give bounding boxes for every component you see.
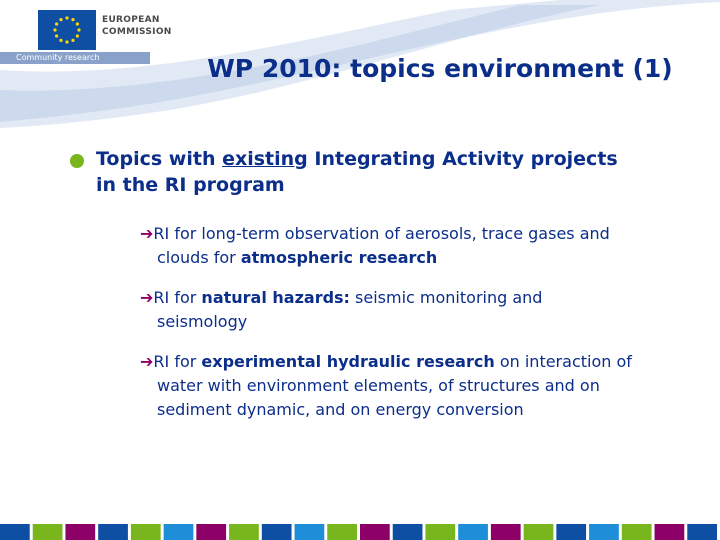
bottom-bar-segment [196, 524, 226, 540]
bottom-bar-segment [524, 524, 554, 540]
logo-text [102, 14, 172, 38]
sub-bullet-3-e: sediment dynamic, and on energy conversion [157, 400, 524, 419]
logo-strip-text: Community research [16, 53, 100, 62]
eu-star [77, 28, 80, 31]
bottom-bar-segment [556, 524, 586, 540]
eu-flag [38, 10, 96, 50]
bottom-bar-segment [164, 524, 194, 540]
bottom-bar-segment [425, 524, 455, 540]
bottom-bar-segment [687, 524, 717, 540]
sub-bullet-3-b: experimental hydraulic research [201, 352, 495, 371]
main-bullet-underlined: existing [222, 148, 308, 170]
main-bullet-part1: Topics with [96, 148, 223, 170]
sub-bullet-1-b: clouds for [157, 248, 241, 267]
sub-bullet-1 [140, 222, 700, 270]
bottom-bar-segment [131, 524, 161, 540]
sub-bullet-1-a: RI for long-term observation of aerosols, trace gases and [153, 224, 610, 243]
main-bullet-part2: Integrating Activity projects [307, 148, 618, 170]
bottom-bar-segment [0, 524, 30, 540]
bottom-bar-segment [360, 524, 390, 540]
bottom-bar-segment [295, 524, 325, 540]
bottom-bar-segment [33, 524, 63, 540]
main-bullet-text [96, 146, 696, 198]
eu-star [71, 39, 74, 42]
bullet-dot [70, 154, 84, 168]
slide-title: WP 2010: topics environment (1) [207, 54, 673, 83]
bottom-bar-segment [229, 524, 259, 540]
bottom-color-bar [0, 524, 720, 540]
bottom-bar-segment [589, 524, 619, 540]
eu-star [59, 39, 62, 42]
bottom-bar-segment [491, 524, 521, 540]
eu-star [55, 34, 58, 37]
sub-bullet-2-d: seismology [157, 312, 248, 331]
eu-star [59, 18, 62, 21]
bottom-bar-segment [98, 524, 128, 540]
logo-line-european: EUROPEAN [102, 15, 160, 25]
header-band [0, 0, 720, 130]
arrow-icon: ➔ [140, 288, 154, 307]
eu-stars-icon [38, 10, 96, 50]
sub-bullet-3-a: RI for [153, 352, 202, 371]
bottom-bar-segment [327, 524, 357, 540]
eu-star [65, 16, 68, 19]
bottom-bar-segment [65, 524, 95, 540]
eu-star [76, 22, 79, 25]
eu-star [65, 40, 68, 43]
eu-star [53, 28, 56, 31]
sub-bullet-3-c: on interaction of [494, 352, 632, 371]
sub-bullet-1-c: atmospheric research [240, 248, 438, 267]
eu-star [71, 18, 74, 21]
sub-bullet-2 [140, 286, 700, 334]
sub-bullet-2-a: RI for [153, 288, 202, 307]
arrow-icon: ➔ [140, 224, 154, 243]
bottom-bar-segment [262, 524, 292, 540]
arrow-icon: ➔ [140, 352, 154, 371]
sub-bullet-3 [140, 350, 700, 422]
bottom-bar-segment [458, 524, 488, 540]
ec-logo [14, 10, 172, 50]
bottom-bar-segment [393, 524, 423, 540]
logo-line-commission: COMMISSION [102, 27, 172, 37]
sub-bullet-3-d: water with environment elements, of structures and on [157, 376, 600, 395]
eu-star [76, 34, 79, 37]
sub-bullet-2-b: natural hazards: [201, 288, 350, 307]
sub-bullet-2-c: seismic monitoring and [349, 288, 543, 307]
bottom-bar-segment [655, 524, 685, 540]
eu-star [55, 22, 58, 25]
bottom-bar-segment [622, 524, 652, 540]
main-bullet-line2: in the RI program [96, 174, 285, 196]
